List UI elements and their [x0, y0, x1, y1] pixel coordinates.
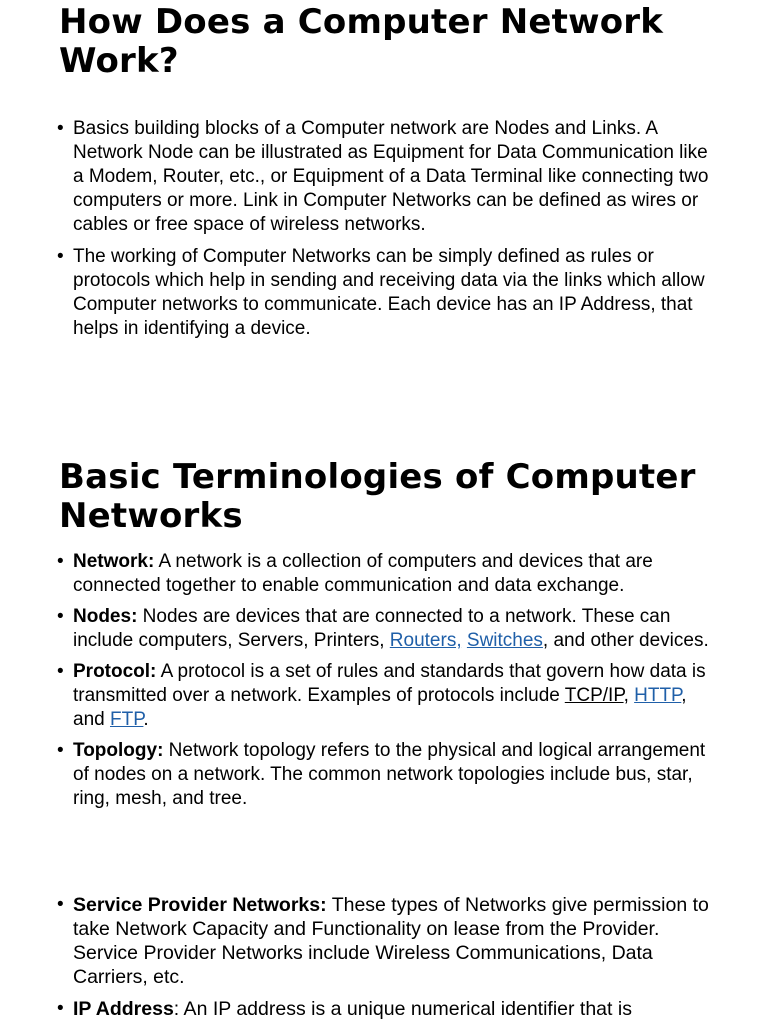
list-item-topology	[56, 739, 716, 811]
term-definition: A network is a collection of computers and devices that are connected together to enable communication and data exchange.	[73, 551, 653, 596]
list-item-protocol: • Protocol: A protocol is a set of rules and standards that govern how data is transmitted over a network. Examples of protocols include TCP/IP, HTTP, and FTP.	[56, 660, 716, 732]
ftp-link[interactable]: FTP	[109, 709, 144, 730]
section-heading-how-network-works: How Does a Computer Network Work?	[59, 2, 664, 81]
term-label: Topology:	[73, 740, 164, 761]
term-label: Service Provider Networks:	[73, 894, 327, 916]
http-link[interactable]: HTTP	[634, 685, 682, 706]
term-definition: A protocol is a set of rules and standards that govern how data is transmitted over a network. Examples of protocols include	[73, 661, 706, 706]
term-label: Protocol:	[73, 661, 157, 682]
network-types-list	[56, 893, 721, 1029]
list-item: • Basics building blocks of a Computer network are Nodes and Links. A Network Node can be illustrated as Equipment for Data Communication like a Modem, Router, etc., or Equipment of a Data Terminal like connecting two computers or more. Link in Computer Networks can be defined as wires or cables or free space of wireless networks.	[56, 117, 716, 237]
section-heading-basic-terminologies: Basic Terminologies of Computer Networks	[59, 457, 696, 536]
term-label: Network:	[73, 551, 155, 572]
term-label: IP Address	[73, 998, 174, 1020]
routers-link[interactable]: Routers,	[389, 630, 462, 651]
term-definition: Network topology refers to the physical and logical arrangement of nodes on a network. The common network topologies include bus, star, ring, mesh, and tree.	[73, 740, 706, 809]
switches-link[interactable]: Switches	[466, 630, 543, 651]
terminology-list	[56, 550, 716, 818]
tcpip-link[interactable]: TCP/IP	[564, 685, 624, 706]
list-item-nodes	[56, 605, 716, 653]
list-item: • The working of Computer Networks can be simply defined as rules or protocols which help in sending and receiving data via the links which allow Computer networks to communicate. Each device has an IP Address, that helps in identifying a device.	[56, 245, 716, 341]
list-item-network	[56, 550, 716, 598]
how-network-works-list	[56, 117, 716, 349]
term-definition: : An IP address is a unique numerical identifier that is	[173, 998, 632, 1020]
list-item-ip-address	[56, 997, 721, 1021]
list-item-service-provider	[56, 893, 721, 989]
term-definition: Nodes are devices that are connected to a network. These can include computers, Servers, Printers,	[73, 606, 671, 651]
term-definition: These types of Networks give permission to take Network Capacity and Functionality on lease from the Provider. Service Provider Networks include Wireless Communications, Data Carriers, etc.	[73, 894, 709, 988]
term-label: Nodes:	[73, 606, 138, 627]
term-definition-end: , and other devices.	[542, 630, 709, 651]
